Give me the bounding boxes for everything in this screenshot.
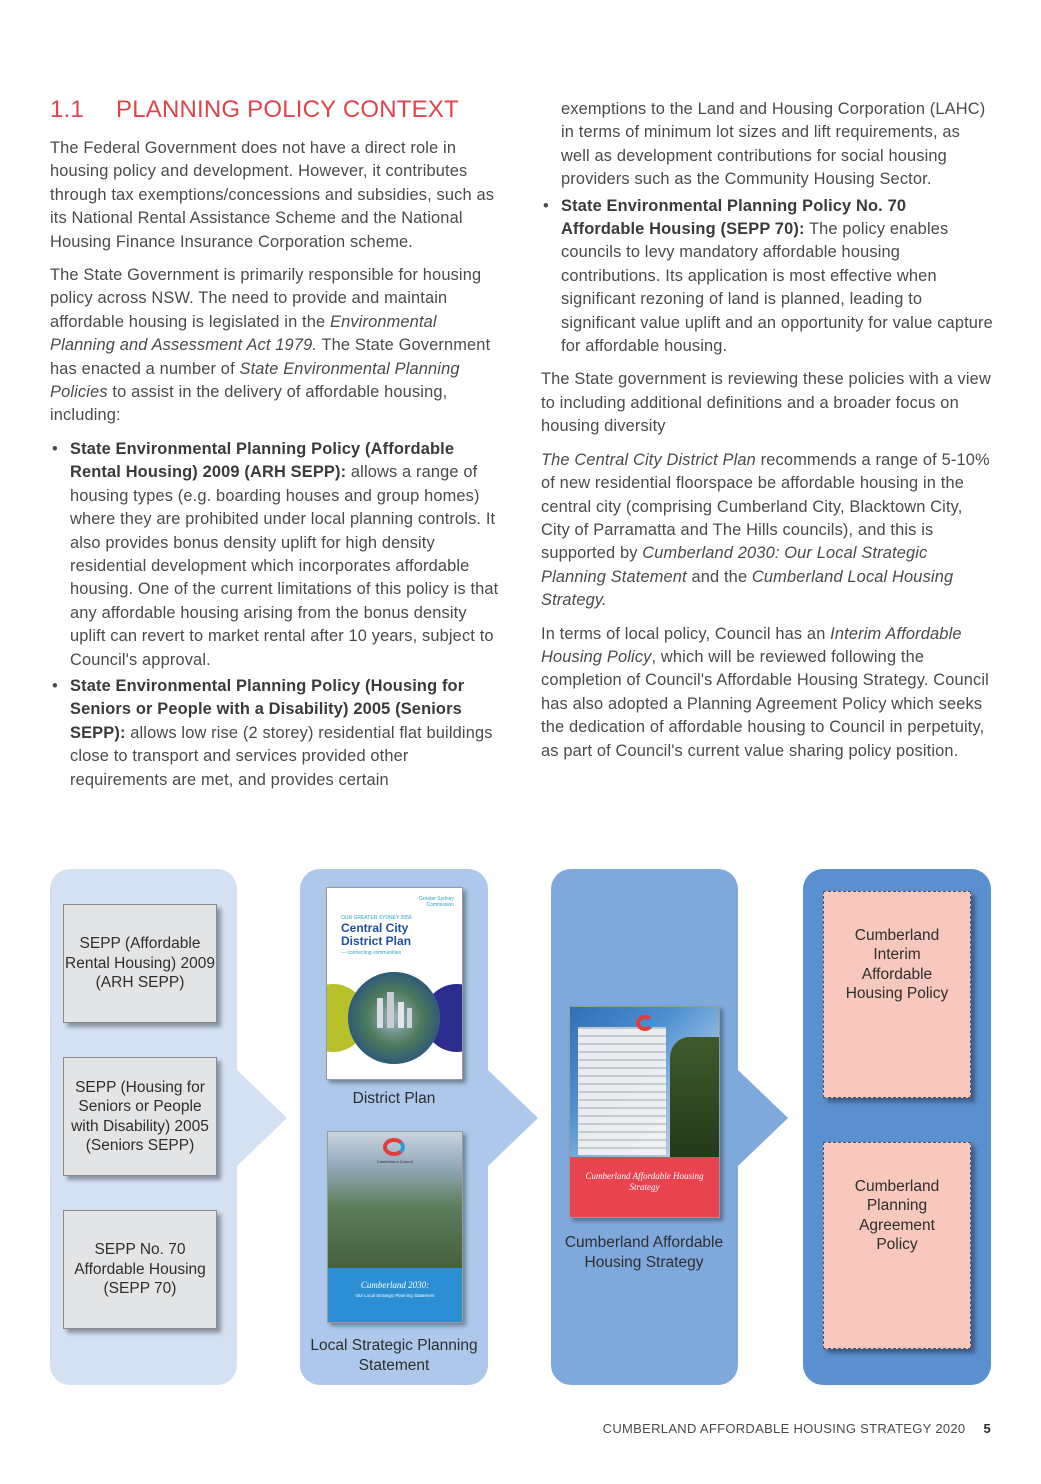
local-box-planning-agreement: Cumberland Planning Agreement Policy [823, 1142, 971, 1349]
cover-tree [670, 1037, 719, 1157]
cover-title: Central City District Plan [341, 921, 412, 948]
cover-subtitle: Our Local Strategic Planning Statement [355, 1293, 435, 1298]
cover-title: Cumberland Affordable Housing Strategy [585, 1171, 704, 1192]
bullet-seniors-sepp: • State Environmental Planning Policy (Housing for Seniors or People with a Disability) 2005 (Seniors SEPP): allows low rise (2 storey) residential flat buildings close to transport and services provided other requirements are met, and provides certain [52, 676, 493, 789]
district-plan-cover [326, 887, 463, 1080]
cover-subtitle: — connecting communities [341, 950, 402, 956]
page-number: 5 [983, 1421, 991, 1436]
right-column [541, 98, 993, 773]
paragraph-federal: The Federal Government does not have a direct role in housing policy and development. However, it contributes through tax exemptions/concessions and subsidies, such as its National Rental Assistance Scheme and the National Housing Finance Insurance Corporation scheme. [50, 139, 495, 251]
caption-lsps: Local Strategic Planning Statement [310, 1337, 478, 1374]
page-footer [603, 1421, 991, 1436]
bullet-dot: • [52, 676, 58, 695]
bullet-sepp-70: • State Environmental Planning Policy No. 70 Affordable Housing (SEPP 70): The policy enables councils to levy mandatory affordable housing contributions. Its application is most effective when significant rezoning of land is planned, leading to significant value uplift and an opportunity for value capture for affordable housing. [543, 196, 993, 356]
cover-series: OUR GREATER SYDNEY 2056 [341, 915, 412, 921]
arrow-right-icon [488, 1070, 538, 1166]
state-box-seniors-sepp: SEPP (Housing for Seniors or People with Disability) 2005 (Seniors SEPP) [63, 1057, 217, 1176]
cover-council: Cumberland Council [376, 1159, 414, 1164]
state-box-sepp-70: SEPP No. 70 Affordable Housing (SEPP 70) [63, 1210, 217, 1329]
section-title: PLANNING POLICY CONTEXT [116, 96, 459, 123]
bullet-dot: • [52, 439, 58, 458]
state-box-arh-sepp: SEPP (Affordable Rental Housing) 2009 (ARH SEPP) [63, 904, 217, 1023]
paragraph-district-plan: The Central City District Plan recommends a range of 5-10% of new residential floorspace be affordable housing in the central city (comprising Cumberland City, Blacktown City, City of Parramatta and The Hills councils), and this is supported by Cumberland 2030: Our Local Strategic Planning Statement and the Cumberland Local Housing Strategy. [541, 450, 990, 610]
left-column [50, 137, 502, 795]
arrow-right-icon [738, 1070, 788, 1166]
section-number: 1.1 [50, 96, 84, 123]
paragraph-review: The State government is reviewing these policies with a view to including additional definitions and a broader focus on housing diversity [541, 370, 991, 436]
strategy-cover [569, 1006, 720, 1218]
bullet-arh-sepp: • State Environmental Planning Policy (Affordable Rental Housing) 2009 (ARH SEPP): allows a range of housing types (e.g. boarding houses and group homes) where they are prohibited under local planning controls. It also provides bonus density uplift for high density residential development which incorporates affordable housing. One of the current limitations of this policy is that any affordable housing arising from the bonus density uplift can revert to market rental after 10 years, subject to Council's approval. [52, 439, 499, 669]
arrow-right-icon [237, 1070, 287, 1166]
council-logo-icon [636, 1015, 654, 1031]
lsps-cover [327, 1131, 463, 1323]
bullet-dot: • [543, 196, 549, 215]
cover-building-facade [578, 1027, 666, 1155]
paragraph-local-policy: In terms of local policy, Council has an Interim Affordable Housing Policy, which will be reviewed following the completion of Council's Affordable Housing Strategy. Council has also adopted a Planning Agreement Policy which seeks the dedication of affordable housing to Council in perpetuity, as part of Council's current value sharing policy position. [541, 624, 989, 760]
section-heading [50, 96, 459, 124]
local-box-interim-policy: Cumberland Interim Affordable Housing Policy [823, 891, 971, 1098]
paragraph-state: The State Government is primarily responsible for housing policy across NSW. The need to provide and maintain affordable housing is legislated in the Environmental Planning and Assessment Act 1979. The State Government has enacted a number of State Environmental Planning Policies to assist in the delivery of affordable housing, including: [50, 266, 491, 425]
cover-title: Cumberland 2030: [360, 1280, 430, 1290]
cover-logo-text: Greater Sydney Commission [418, 896, 454, 908]
bullet-continuation: exemptions to the Land and Housing Corporation (LAHC) in terms of minimum lot sizes and lift requirements, as well as development contributions for social housing providers such as the Community Housing Sector. [561, 100, 986, 189]
footer-text: CUMBERLAND AFFORDABLE HOUSING STRATEGY 2020 [602, 1421, 966, 1436]
cover-photo-circles [327, 972, 462, 1064]
council-logo-icon [383, 1138, 405, 1156]
caption-strategy: Cumberland Affordable Housing Strategy [564, 1234, 724, 1271]
caption-district-plan: District Plan [352, 1090, 436, 1107]
